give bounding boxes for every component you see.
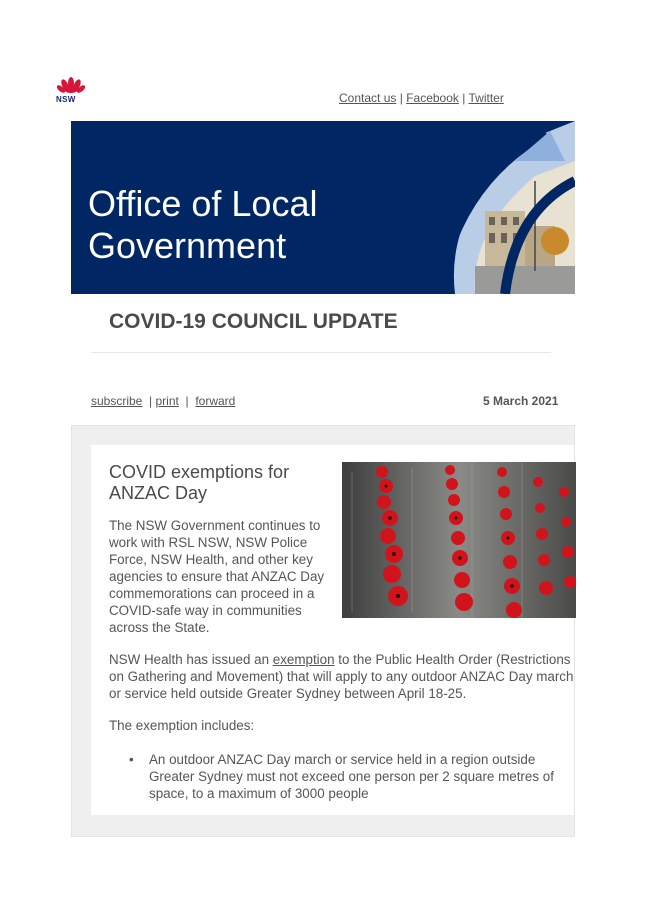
contact-us-link[interactable]: Contact us	[339, 91, 397, 105]
header-links	[339, 91, 504, 105]
link-separator: |	[185, 394, 189, 408]
bullet-icon: •	[129, 752, 134, 767]
article-paragraph-3: The exemption includes:	[109, 718, 255, 733]
print-link[interactable]: print	[155, 394, 179, 408]
forward-link[interactable]: forward	[195, 394, 236, 408]
subscribe-link[interactable]: subscribe	[91, 394, 143, 408]
text-segment: NSW Health has issued an	[109, 652, 273, 667]
newsletter-actions	[91, 394, 235, 408]
text-segment: to the Public Health Order (Restrictions on Gathering and Movement) that will apply to any outdoor ANZAC Day march or service held outside Greater Sydney between April 18-25.	[109, 652, 574, 701]
banner	[71, 121, 575, 294]
divider	[91, 352, 551, 353]
poppies-memorial-photo	[342, 462, 576, 618]
twitter-link[interactable]: Twitter	[468, 91, 504, 105]
banner-title-line1: Office of Local	[88, 183, 318, 224]
exemption-link[interactable]: exemption	[272, 652, 335, 667]
article-title: COVID exemptions for ANZAC Day	[109, 462, 290, 503]
issue-date: 5 March 2021	[483, 394, 559, 408]
link-separator: |	[462, 91, 466, 105]
facebook-link[interactable]: Facebook	[406, 91, 459, 105]
newsletter-title: COVID-19 COUNCIL UPDATE	[109, 310, 398, 333]
banner-title-line2: Government	[88, 225, 287, 266]
link-separator: |	[399, 91, 403, 105]
banner-streetscape-image	[415, 121, 575, 294]
link-separator: |	[149, 394, 153, 408]
article-paragraph-2	[109, 651, 579, 702]
list-item-text: An outdoor ANZAC Day march or service held in a region outside Greater Sydney must not exceed one person per 2 square metres of space, to a maximum of 3000 people	[149, 752, 554, 801]
logo-text: NSW	[56, 95, 76, 104]
article-intro: The NSW Government continues to work with RSL NSW, NSW Police Force, NSW Health, and other key agencies to ensure that ANZAC Day commemorations can proceed in a COVID-safe way in communities across the State.	[109, 518, 325, 635]
list-item	[129, 751, 569, 802]
banner-title	[88, 183, 317, 267]
